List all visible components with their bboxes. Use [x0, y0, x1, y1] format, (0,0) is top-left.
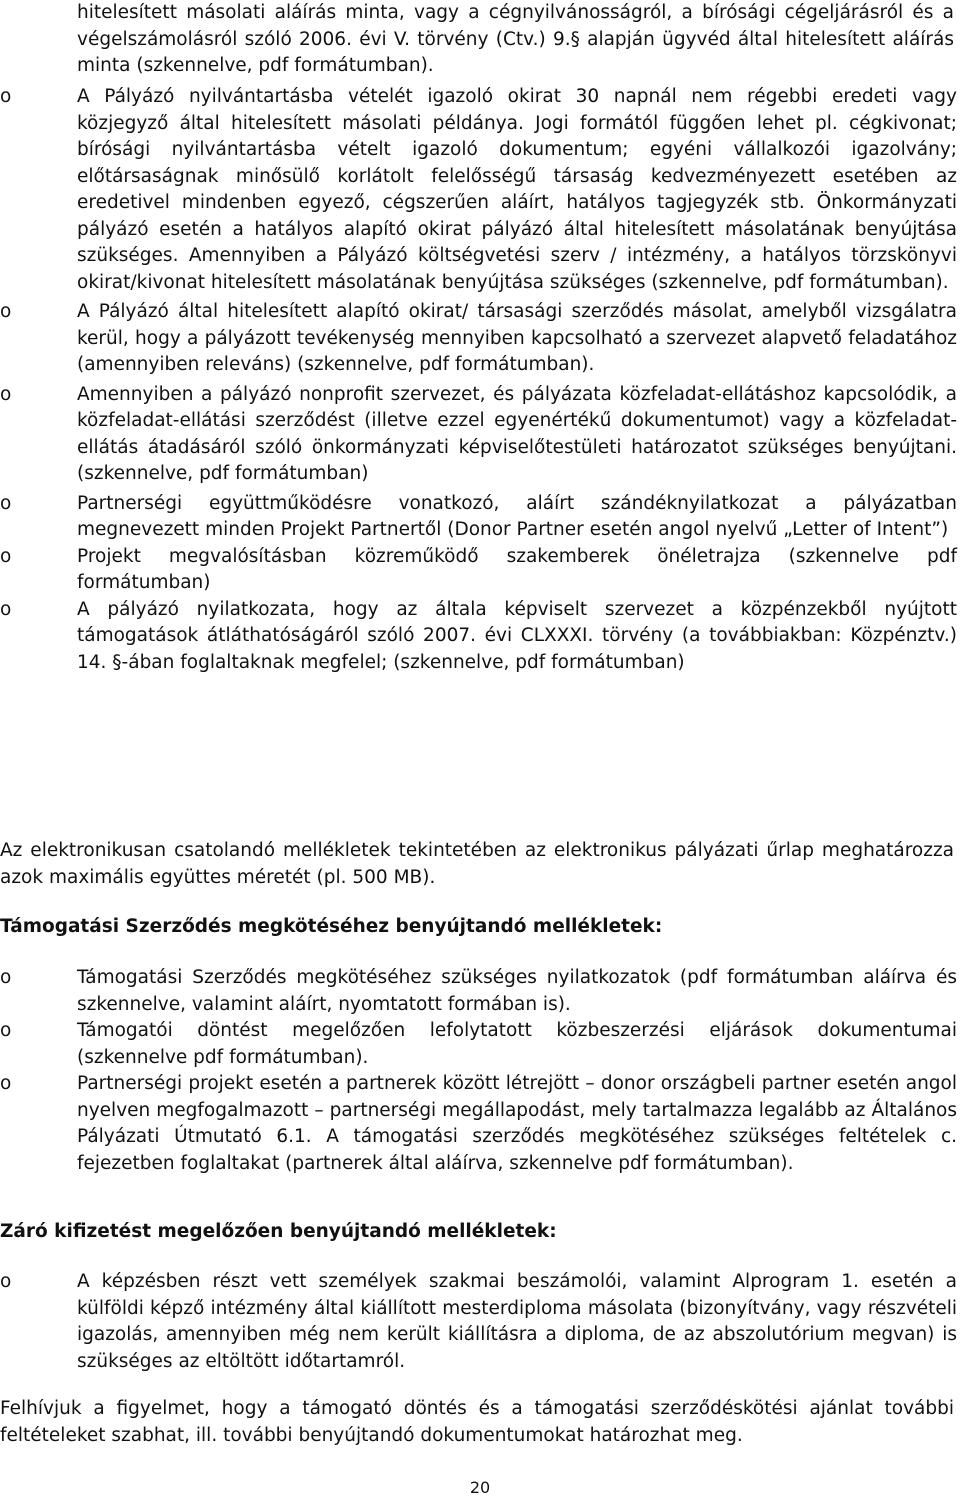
- bullet-marker: o: [0, 301, 12, 322]
- bullet-marker: o: [0, 1073, 12, 1094]
- list-item: [0, 1018, 960, 1071]
- list-item: [0, 382, 960, 488]
- page-number: 20: [469, 1478, 491, 1497]
- list-item: [0, 544, 960, 597]
- list-item: [0, 491, 960, 544]
- bullet-marker: o: [0, 545, 12, 567]
- list-item-text: Partnerségi együttműködésre vonatkozó, aláírt szándéknyilatkozat a pályázatban megnevezett minden Projekt Partnertől (Donor Partner esetén angol nyelvű „Letter of Intent”): [77, 492, 957, 540]
- bullet-marker: o: [0, 1271, 12, 1292]
- final-payment-attachments-list: [0, 1269, 960, 1375]
- list-item-text: Támogatási Szerződés megkötéséhez szükséges nyilatkozatok (pdf formátumban aláírva és szkennelve, valamint aláírt, nyomtatott formában is).: [77, 967, 957, 1015]
- list-item-text: Amennyiben a pályázó nonprofit szervezet, és pályázata közfeladat-ellátáshoz kapcsolódik, a közfeladat-ellátási szerződést (illetve ezzel egyenértékű dokumentumot) vagy a közfeladat-ellátás átadásáról szóló önkormányzati képviselőtestületi határozatot szükséges benyújtani. (szkennelve, pdf formátumban): [77, 383, 957, 484]
- list-item-text: A Pályázó által hitelesített alapító okirat/ társasági szerződés másolat, amelyből vizsgálatra kerül, hogy a pályázott tevékenység mennyiben kapcsolható a szervezet alapvető feladatához (amennyiben releváns) (szkennelve, pdf formátumban).: [77, 301, 957, 375]
- bullet-marker: o: [0, 598, 12, 620]
- closing-note: Felhívjuk a figyelmet, hogy a támogató döntés és a támogatási szerződéskötési ajánlat további feltételeket szabhat, ill. további benyújtandó dokumentumokat határozhat meg.: [0, 1398, 954, 1446]
- list-item-text: Partnerségi projekt esetén a partnerek között létrejött – donor országbeli partner esetén angol nyelven megfogalmazott – partnerségi megállapodást, mely tartalmazza legalább az Általános Pályázati Útmutató 6.1. A támogatási szerződés megkötéséhez szükséges feltételek c. fejezetben foglaltakat (partnerek által aláírva, szkennelve pdf formátumban).: [77, 1073, 957, 1174]
- list-item-text: A képzésben részt vett személyek szakmai beszámolói, valamint Alprogram 1. esetén a külföldi képző intézmény által kiállított mesterdiploma másolata (bizonyítvány, vagy részvételi igazolás, amennyiben még nem került kiállításra a diploma, de az abszolutórium megvan) is szükséges az eltöltött időtartamról.: [77, 1271, 957, 1372]
- contract-attachments-heading: Támogatási Szerződés megkötéséhez benyújtandó mellékletek:: [0, 916, 663, 937]
- bullet-marker: o: [0, 86, 12, 107]
- bullet-marker: o: [0, 967, 12, 988]
- continuation-paragraph: hitelesített másolati aláírás minta, vagy a cégnyilvánosságról, a bírósági cégeljárásról és a végelszámolásról szóló 2006. évi V. törvény (Ctv.) 9.§ alapján ügyvéd által hitelesített aláírás minta (szkennelve, pdf formátumban).: [77, 2, 954, 76]
- bullet-marker: o: [0, 1020, 12, 1041]
- list-item-text: Projekt megvalósításban közreműködő szakemberek önéletrajza (szkennelve pdf formátumban): [77, 545, 957, 593]
- list-item: [0, 965, 960, 1018]
- list-item-text: A Pályázó nyilvántartásba vételét igazoló okirat 30 napnál nem régebbi eredeti vagy közjegyző által hitelesített másolati példánya. Jogi formától függően lehet pl. cégkivonat; bírósági nyilvántartásba vételt igazoló dokumentum; egyéni vállalkozói igazolvány; előtársaságnak minősülő korlátolt felelősségű társaság kedvezményezett esetében az eredetivel mindenben egyező, cégszerűen aláírt, hatályos tagjegyzék stb. Önkormányzati pályázó esetén a hatályos alapító okirat pályázó által hitelesített másolatának benyújtása szükséges. Amennyiben a Pályázó költségvetési szerv / intézmény, a hatályos törzskönyvi okirat/kivonat hitelesített másolatának benyújtása szükséges (szkennelve, pdf formátumban).: [77, 86, 957, 293]
- final-payment-attachments-heading: Záró kifizetést megelőzően benyújtandó mellékletek:: [0, 1221, 557, 1242]
- list-item-text: A pályázó nyilatkozata, hogy az általa képviselt szervezet a közpénzekből nyújtott támogatások átláthatóságáról szóló 2007. évi CLXXXI. törvény (a továbbiakban: Közpénztv.) 14. §-ában foglaltaknak megfelel; (szkennelve, pdf formátumban): [77, 598, 957, 673]
- bullet-marker: o: [0, 383, 12, 405]
- list-item: [0, 1071, 960, 1177]
- contract-attachments-list: [0, 965, 960, 1177]
- list-item: [0, 84, 960, 296]
- required-attachments-list: [0, 84, 960, 676]
- list-item: [0, 299, 960, 379]
- list-item: [0, 1269, 960, 1375]
- list-item-text: Támogatói döntést megelőzően lefolytatott közbeszerzési eljárások dokumentumai (szkennelve pdf formátumban).: [77, 1020, 957, 1068]
- bullet-marker: o: [0, 492, 12, 514]
- list-item: [0, 597, 960, 677]
- electronic-attachments-note: Az elektronikusan csatolandó mellékletek tekintetében az elektronikus pályázati űrlap meghatározza azok maximális együttes méretét (pl. 500 MB).: [0, 840, 954, 888]
